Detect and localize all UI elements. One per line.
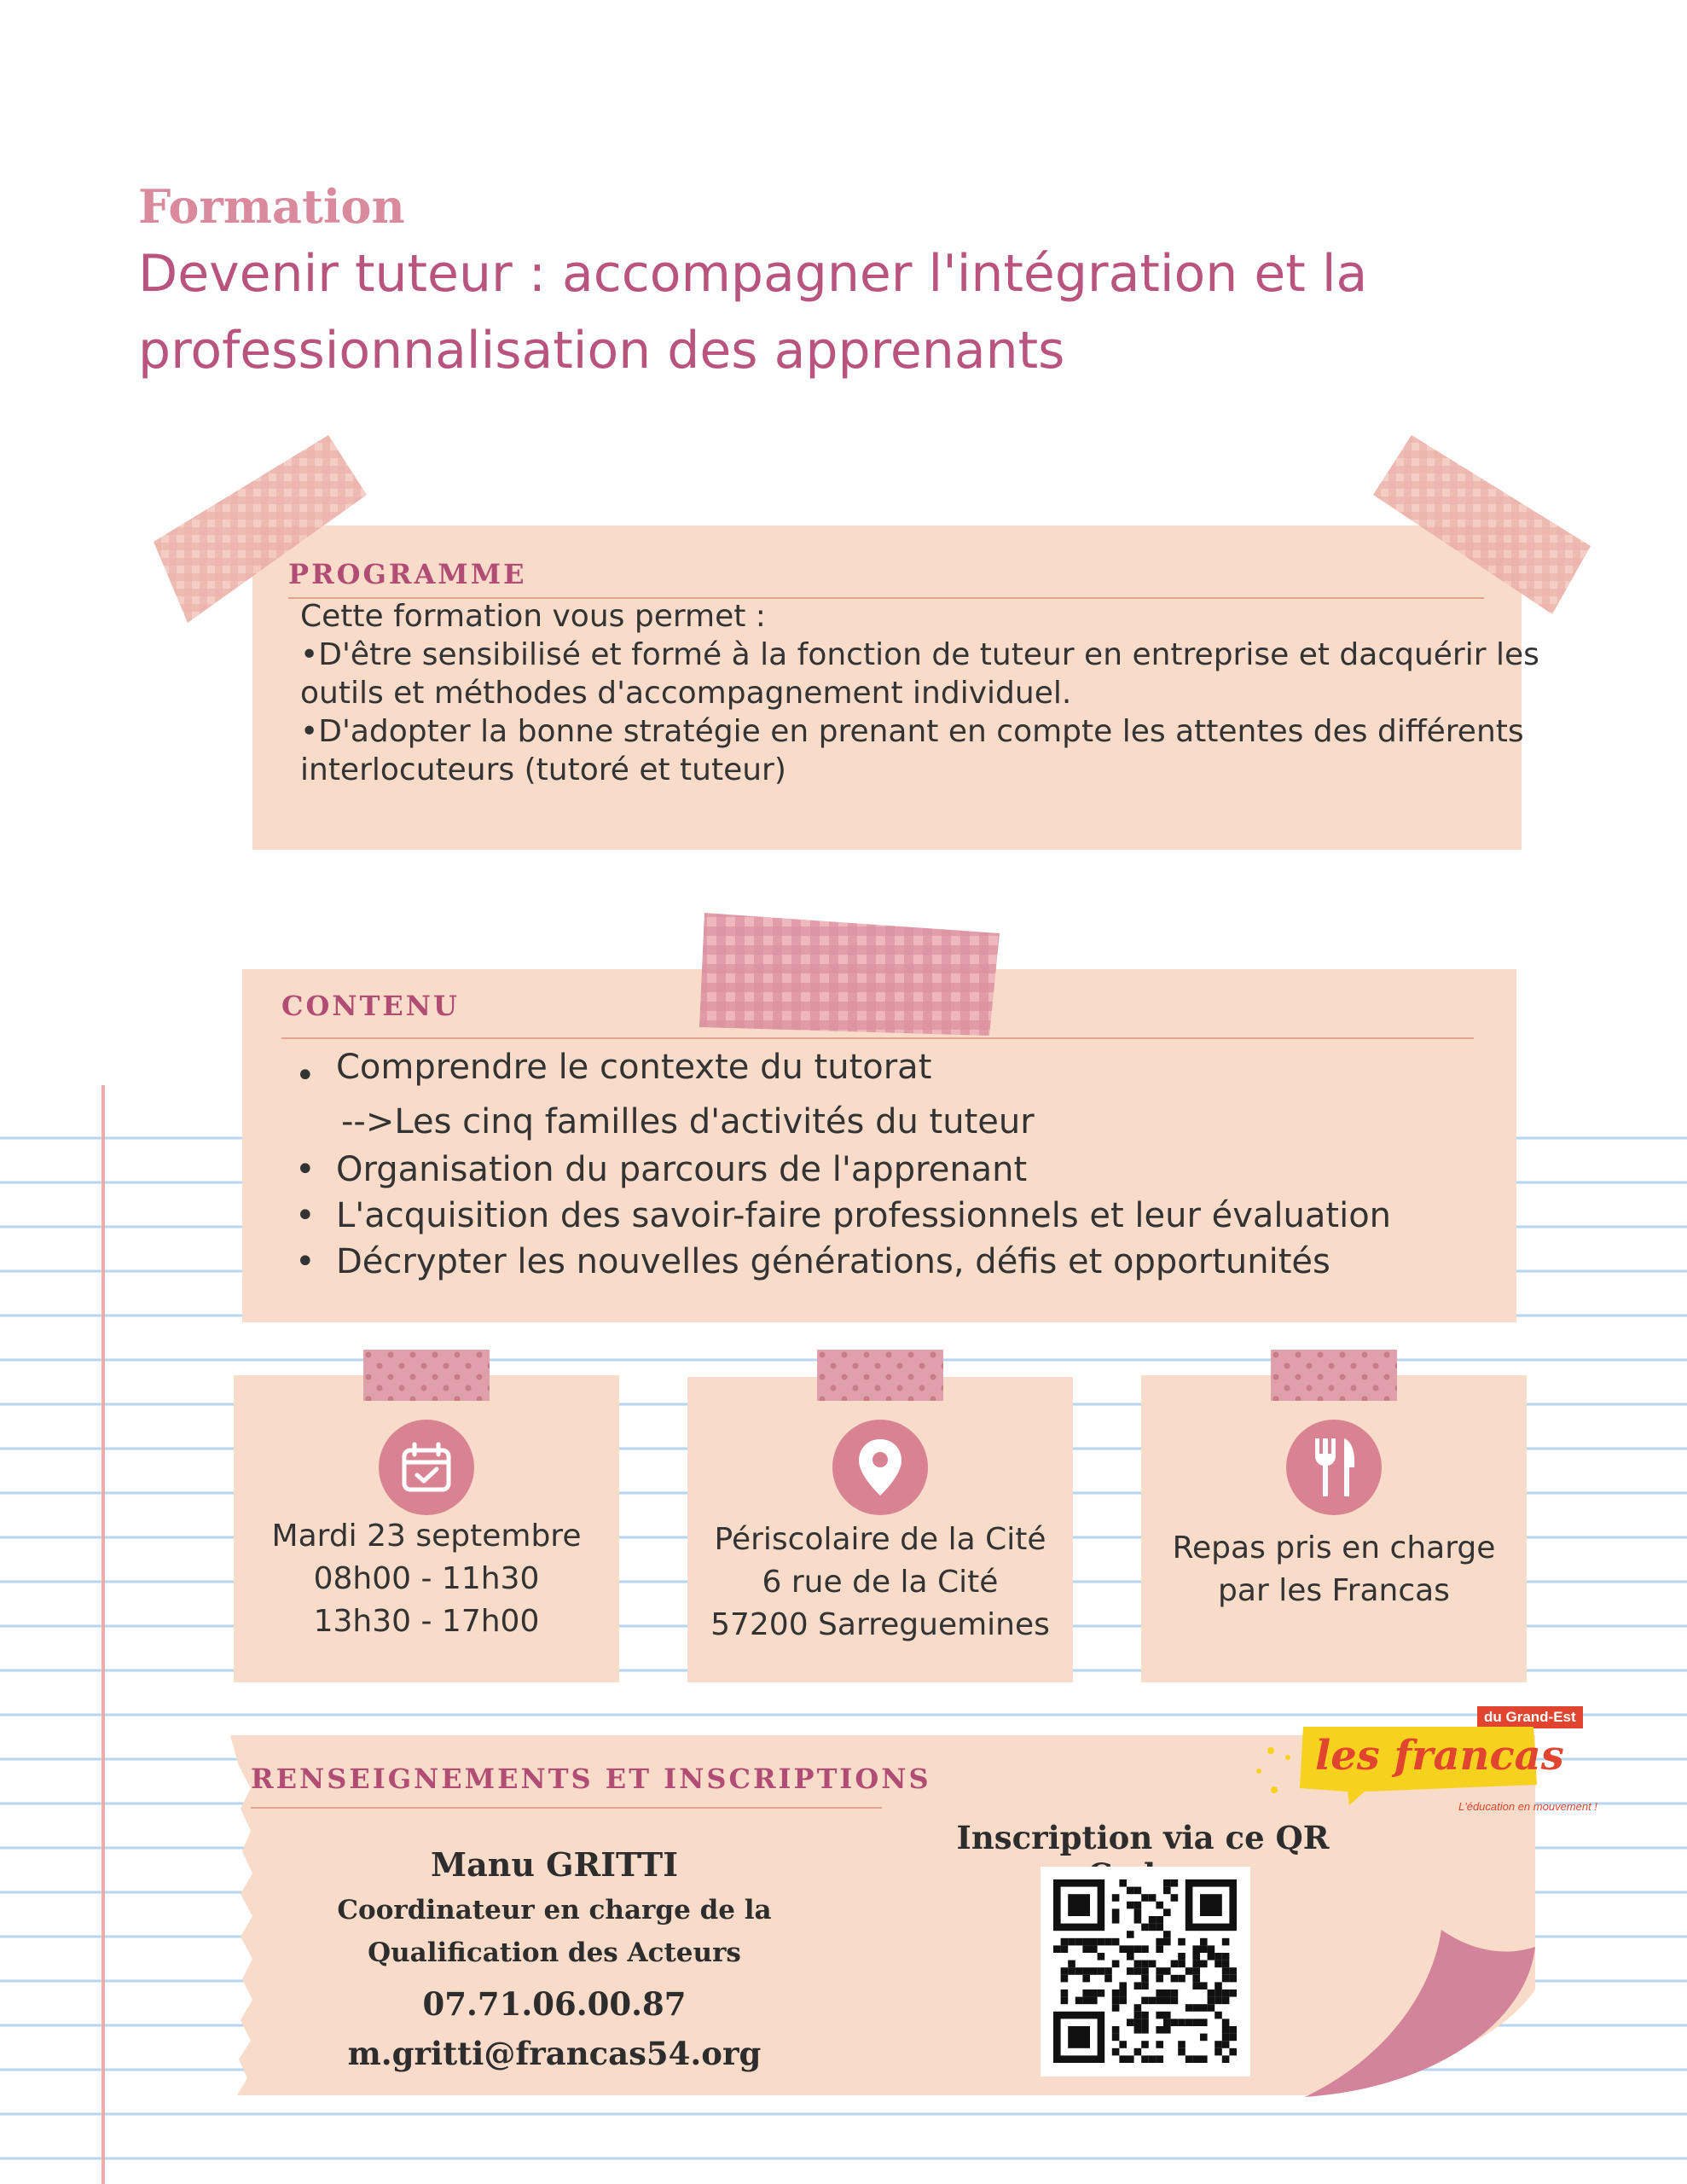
programme-heading: PROGRAMME	[288, 558, 527, 590]
contact-role-2: Qualification des Acteurs	[368, 1937, 741, 1968]
subtitle: Formation	[138, 179, 405, 234]
renseignements-heading: RENSEIGNEMENTS ET INSCRIPTIONS	[251, 1763, 931, 1795]
qr-code-image[interactable]	[1041, 1867, 1250, 2077]
bullet-icon: •	[295, 1056, 316, 1095]
bullet-icon: •	[295, 1150, 316, 1189]
contact-role: Coordinateur en charge de la	[337, 1895, 772, 1926]
date-text: Mardi 23 septembre 08h00 - 11h30 13h30 - 17h00	[271, 1519, 582, 1639]
repas-text: Repas pris en charge par les Francas	[1172, 1531, 1496, 1608]
list-item: L'acquisition des savoir-faire professionnels et leur évaluation	[336, 1196, 1392, 1235]
contact-phone[interactable]: 07.71.06.00.87	[422, 1985, 687, 2023]
list-item: Décrypter les nouvelles générations, défis et opportunités	[336, 1242, 1330, 1281]
programme-text: Cette formation vous permet : •D'être sensibilisé et formé à la fonction de tuteur en entreprise et dacquérir les outils et méthodes d'accompagnement individuel. •D'adopter la bonne stratégie en prenant en compte les attentes des différents interlocuteurs (tutoré et tuteur)	[300, 599, 1539, 787]
contenu-heading: CONTENU	[281, 990, 460, 1022]
bullet-icon: •	[295, 1196, 316, 1235]
qr-label: Inscription via ce QR	[956, 1819, 1330, 1856]
logo-badge: du Grand-Est	[1477, 1706, 1583, 1728]
bullet-icon: •	[295, 1242, 316, 1281]
francas-logo	[1254, 1706, 1595, 1826]
logo-tagline: L'éducation en mouvement !	[1458, 1800, 1597, 1813]
renseignements-rule	[251, 1807, 882, 1809]
list-item: Organisation du parcours de l'apprenant	[336, 1150, 1028, 1189]
contact-block	[316, 1841, 793, 2078]
logo-name: les francas	[1315, 1732, 1564, 1780]
contact-name: Manu GRITTI	[431, 1845, 678, 1884]
list-subitem: -->Les cinq familles d'activités du tuteur	[341, 1102, 1035, 1141]
lieu-text: Périscolaire de la Cité 6 rue de la Cité 57200 Sarreguemines	[710, 1522, 1050, 1642]
contact-email[interactable]: m.gritti@francas54.org	[347, 2035, 762, 2072]
list-item: Comprendre le contexte du tutorat	[336, 1048, 932, 1087]
page-title: Devenir tuteur : accompagner l'intégration et la professionnalisation des apprenants	[138, 244, 1368, 380]
